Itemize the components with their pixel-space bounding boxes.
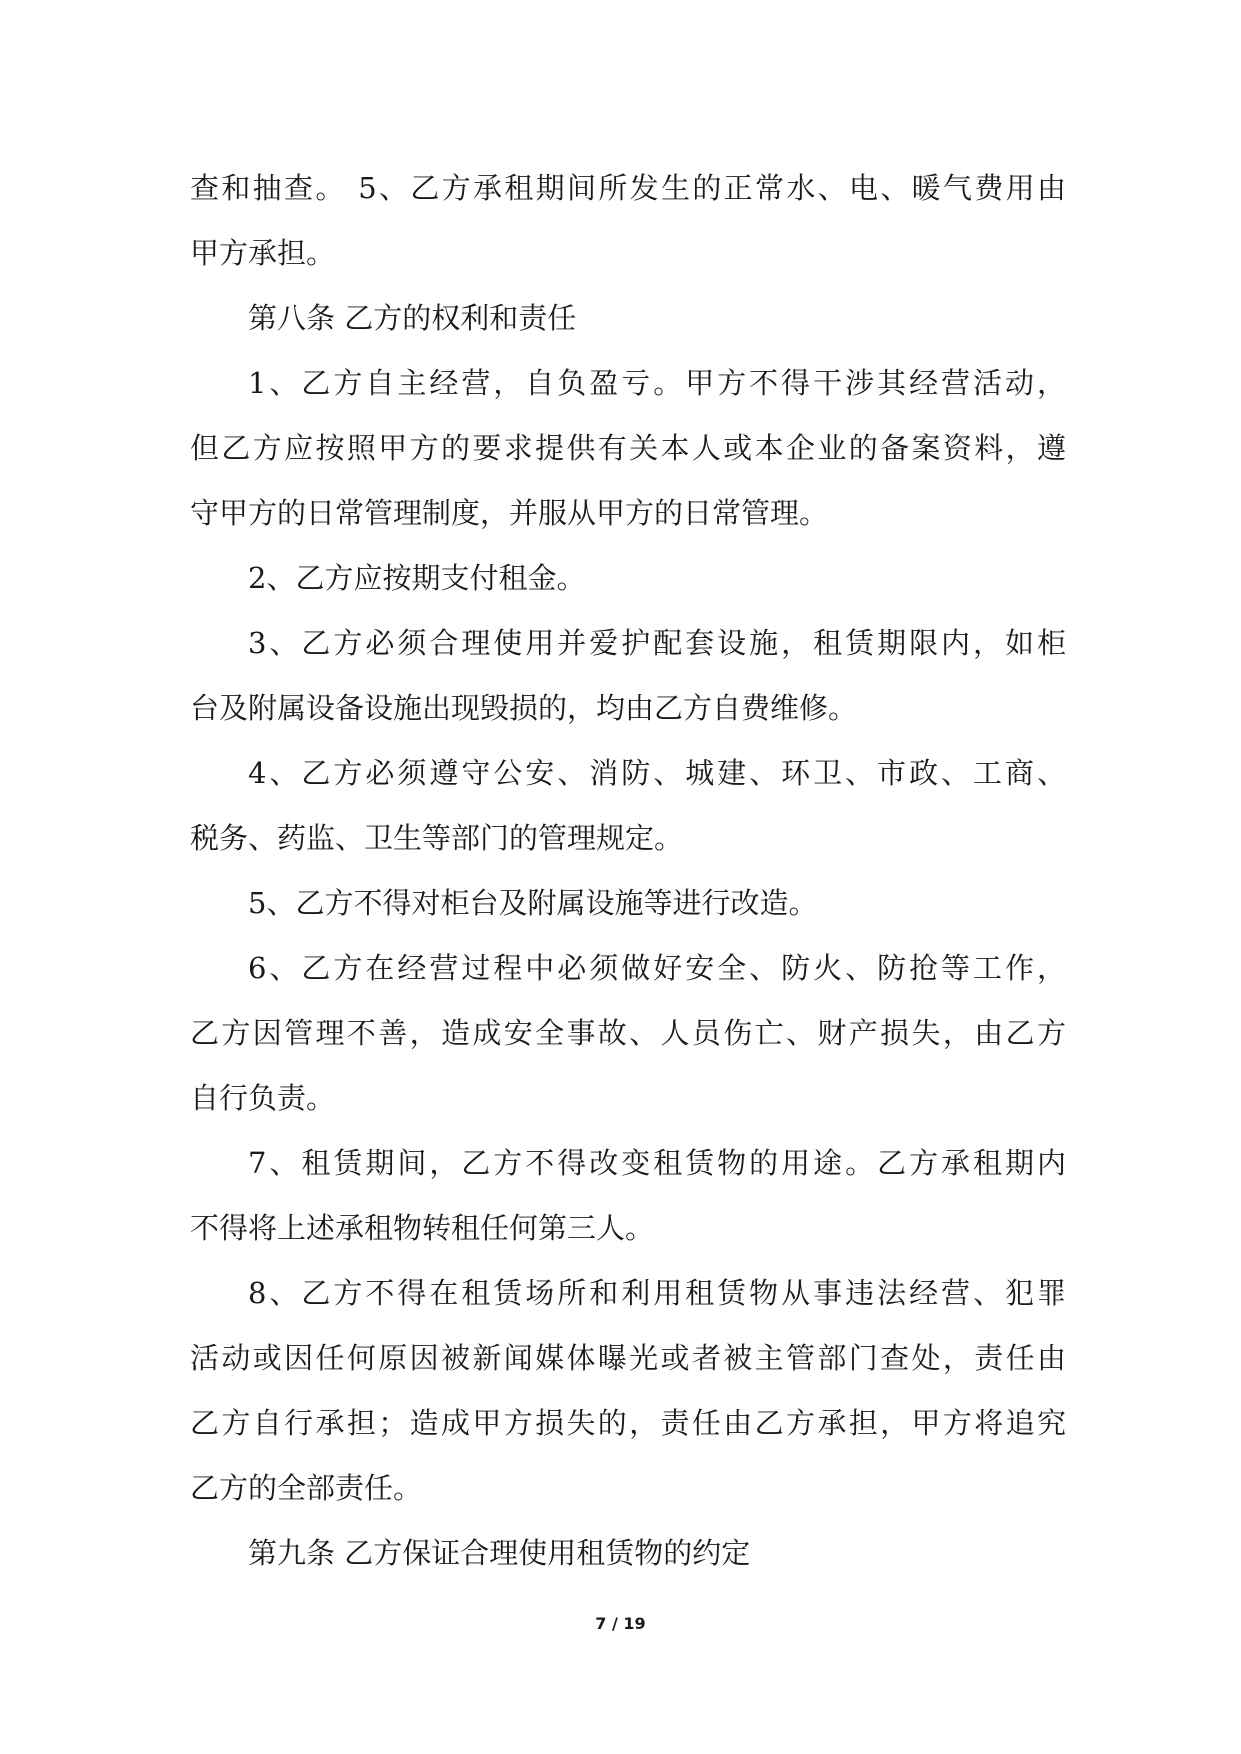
- text-line: 第九条 乙方保证合理使用租赁物的约定: [248, 1536, 751, 1570]
- text-line: 但乙方应按照甲方的要求提供有关本人或本企业的备案资料，遵: [190, 431, 1066, 465]
- text-line: 第八条 乙方的权利和责任: [248, 301, 577, 335]
- page-number: 7 / 19: [595, 1614, 646, 1633]
- text-line: 不得将上述承租物转租任何第三人。: [190, 1211, 655, 1245]
- text-line: 自行负责。: [190, 1081, 336, 1115]
- text-line: 税务、药监、卫生等部门的管理规定。: [190, 821, 684, 855]
- document-body: [190, 156, 1066, 1586]
- text-line: 乙方的全部责任。: [190, 1471, 423, 1505]
- text-line: 4、乙方必须遵守公安、消防、城建、环卫、市政、工商、: [248, 756, 1066, 790]
- text-line: 查和抽查。 5、乙方承租期间所发生的正常水、电、暖气费用由: [190, 171, 1066, 205]
- text-line: 1、乙方自主经营，自负盈亏。甲方不得干涉其经营活动，: [248, 366, 1066, 400]
- text-line: 乙方因管理不善，造成安全事故、人员伤亡、财产损失，由乙方: [190, 1016, 1066, 1050]
- text-line: 活动或因任何原因被新闻媒体曝光或者被主管部门查处，责任由: [190, 1341, 1066, 1375]
- text-line: 6、乙方在经营过程中必须做好安全、防火、防抢等工作，: [248, 951, 1066, 985]
- text-line: 8、乙方不得在租赁场所和利用租赁物从事违法经营、犯罪: [248, 1276, 1066, 1310]
- text-line: 3、乙方必须合理使用并爱护配套设施，租赁期限内，如柜: [248, 626, 1066, 660]
- text-line: 台及附属设备设施出现毁损的，均由乙方自费维修。: [190, 691, 858, 725]
- text-line: 守甲方的日常管理制度，并服从甲方的日常管理。: [190, 496, 829, 530]
- text-line: 5、乙方不得对柜台及附属设施等进行改造。: [248, 886, 818, 920]
- text-line: 甲方承担。: [190, 236, 336, 270]
- text-line: 乙方自行承担；造成甲方损失的，责任由乙方承担，甲方将追究: [190, 1406, 1066, 1440]
- text-line: 2、乙方应按期支付租金。: [248, 561, 586, 595]
- text-line: 7、租赁期间，乙方不得改变租赁物的用途。乙方承租期内: [248, 1146, 1066, 1180]
